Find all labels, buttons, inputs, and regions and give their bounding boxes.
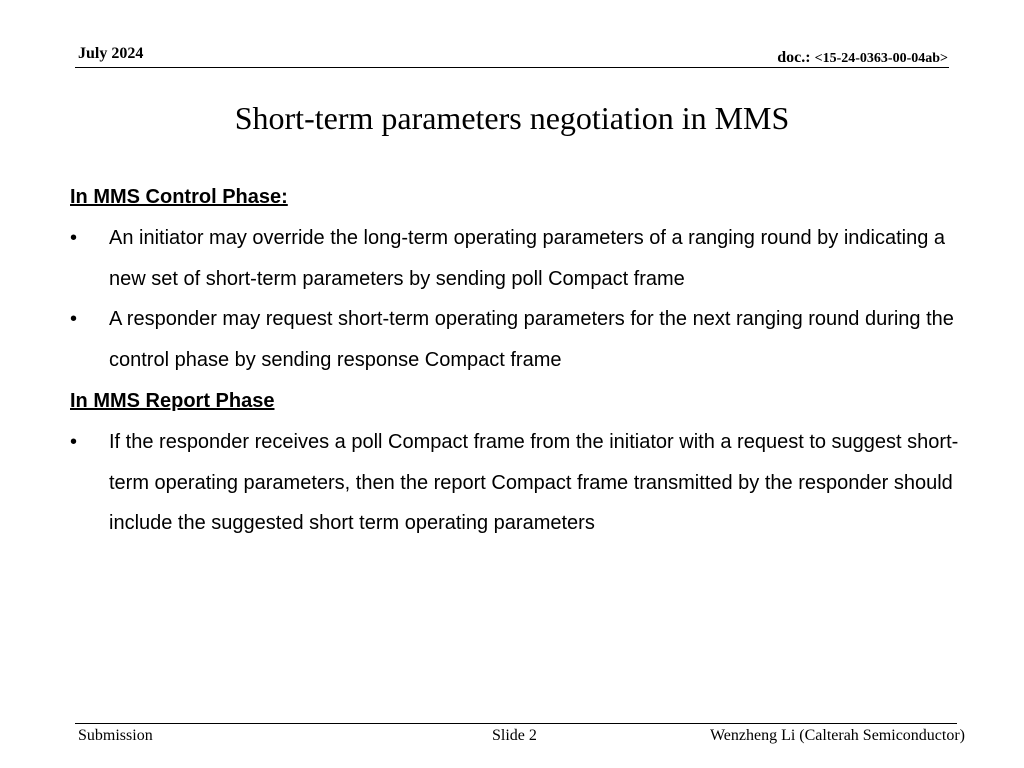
bullet-item <box>70 422 970 544</box>
footer-submission: Submission <box>78 727 153 744</box>
header-doc-id <box>777 49 948 67</box>
bullet-text: A responder may request short-term operating parameters for the next ranging round during the control phase by sending response Compact frame <box>109 308 954 372</box>
slide-body <box>70 177 970 544</box>
section-heading: In MMS Control Phase: <box>70 186 288 208</box>
bullet-text: An initiator may override the long-term operating parameters of a ranging round by indicating a new set of short-term parameters by sending poll Compact frame <box>109 226 946 290</box>
bullet-icon: • <box>70 226 78 249</box>
header-divider <box>75 67 949 68</box>
footer-divider <box>75 723 957 724</box>
doc-label: doc.: <box>777 49 815 66</box>
doc-number: <15-24-0363-00-04ab> <box>814 51 948 66</box>
bullet-list <box>70 422 970 544</box>
section-report-phase <box>70 381 970 544</box>
bullet-icon: • <box>70 308 78 331</box>
section-heading: In MMS Report Phase <box>70 389 275 412</box>
bullet-item <box>70 218 970 300</box>
bullet-item <box>70 299 970 381</box>
footer-slide-number: Slide 2 <box>492 727 537 744</box>
section-control-phase <box>70 177 970 381</box>
header-date: July 2024 <box>78 45 144 62</box>
bullet-icon: • <box>70 430 78 453</box>
bullet-text: If the responder receives a poll Compact frame from the initiator with a request to suggest short-term operating parameters, then the report Compact frame transmitted by the responder should include the suggested short term operating parameters <box>109 430 959 535</box>
slide-title: Short-term parameters negotiation in MMS <box>234 100 790 136</box>
footer-author: Wenzheng Li (Calterah Semiconductor) <box>709 727 965 744</box>
bullet-list <box>70 218 970 381</box>
